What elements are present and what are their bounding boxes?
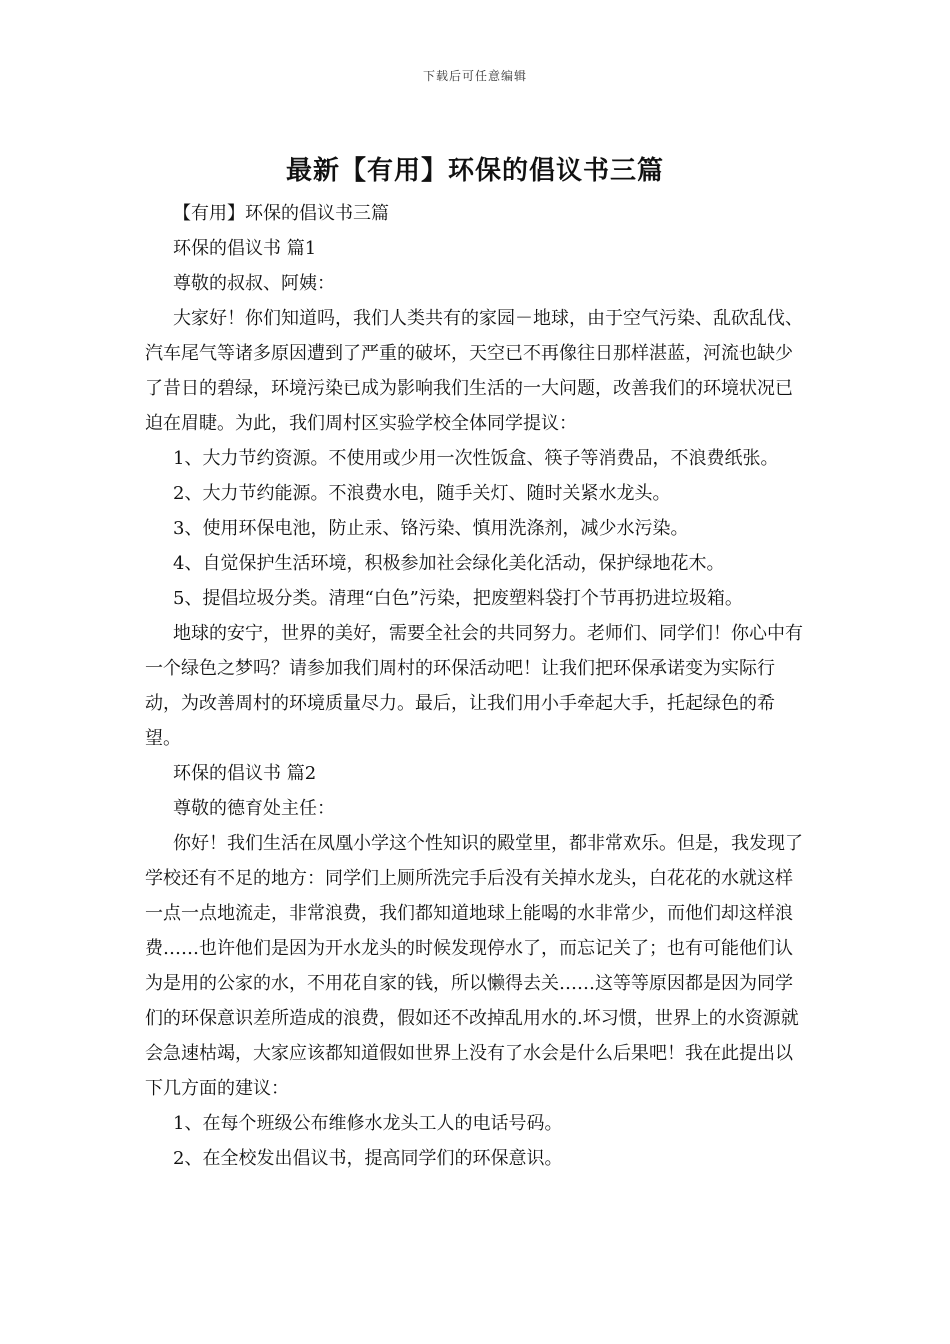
- section-heading-1: 环保的倡议书 篇1: [173, 238, 317, 259]
- header-note: 下载后可任意编辑: [422, 69, 527, 83]
- list-item: 4、自觉保护生活环境，积极参加社会绿化美化活动，保护绿地花木。: [173, 553, 725, 574]
- body-paragraph: 你好！我们生活在凤凰小学这个性知识的殿堂里，都非常欢乐。但是，我发现了学校还有不足的地方：同学们上厕所洗完手后没有关掉水龙头，白花花的水就这样一点一点地流走，非常浪费，我们都知道地球上能喝的水非常少，而他们却这样浪费……也许他们是因为开水龙头的时候发现停水了，而忘记关了；也有可能他们认为是用的公家的水，不用花自家的钱，所以懒得去关……这等等原因都是因为同学们的环保意识差所造成的浪费，假如还不改掉乱用水的.坏习惯，世界上的水资源就会急速枯竭，大家应该都知道假如世界上没有了水会是什么后果吧！我在此提出以下几方面的建议：: [145, 833, 803, 1099]
- document-title: 最新【有用】环保的倡议书三篇: [285, 156, 664, 186]
- body-paragraph: 地球的安宁，世界的美好，需要全社会的共同努力。老师们、同学们！你心中有一个绿色之梦吗？请参加我们周村的环保活动吧！让我们把环保承诺变为实际行动，为改善周村的环境质量尽力。最后，让我们用小手牵起大手，托起绿色的希望。: [145, 623, 803, 749]
- list-item: 1、在每个班级公布维修水龙头工人的电话号码。: [173, 1113, 563, 1134]
- document-body: [145, 196, 809, 1176]
- section-heading-2: 环保的倡议书 篇2: [173, 763, 317, 784]
- subtitle-paragraph: 【有用】环保的倡议书三篇: [173, 203, 389, 224]
- list-item: 2、在全校发出倡议书，提高同学们的环保意识。: [173, 1148, 563, 1169]
- list-item: 2、大力节约能源。不浪费水电，随手关灯、随时关紧水龙头。: [173, 483, 671, 504]
- salutation-1: 尊敬的叔叔、阿姨：: [173, 273, 335, 294]
- list-item: 3、使用环保电池，防止汞、铬污染、慎用洗涤剂，减少水污染。: [173, 518, 689, 539]
- list-item: 5、提倡垃圾分类。清理“白色”污染，把废塑料袋打个节再扔进垃圾箱。: [173, 588, 743, 609]
- body-paragraph: 大家好！你们知道吗，我们人类共有的家园－地球，由于空气污染、乱砍乱伐、汽车尾气等诸多原因遭到了严重的破坏，天空已不再像往日那样湛蓝，河流也缺少了昔日的碧绿，环境污染已成为影响我们生活的一大问题，改善我们的环境状况已迫在眉睫。为此，我们周村区实验学校全体同学提议：: [145, 308, 803, 434]
- salutation-2: 尊敬的德育处主任：: [173, 798, 335, 819]
- list-item: 1、大力节约资源。不使用或少用一次性饭盒、筷子等消费品，不浪费纸张。: [173, 448, 779, 469]
